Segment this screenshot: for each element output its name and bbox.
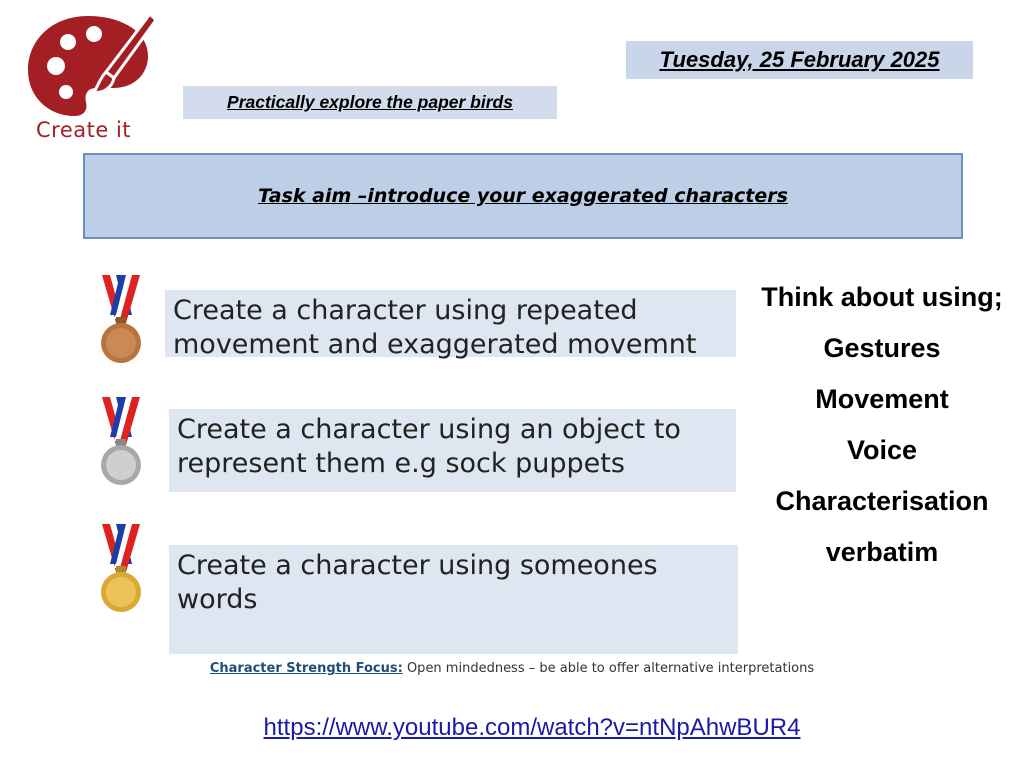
task-aim-box xyxy=(83,153,963,239)
think-about-heading: Think about using; xyxy=(761,282,1003,312)
silver-medal-icon xyxy=(96,395,146,487)
think-about-list xyxy=(760,280,1004,586)
task-gold: Create a character using someones words xyxy=(169,545,738,654)
gold-medal-icon xyxy=(96,522,146,614)
think-item-verbatim: verbatim xyxy=(825,537,939,567)
think-item-voice: Voice xyxy=(846,435,918,465)
think-item-characterisation: Characterisation xyxy=(775,486,989,516)
task-silver: Create a character using an object to represent them e.g sock puppets xyxy=(169,409,736,492)
think-item-movement: Movement xyxy=(815,384,949,414)
logo-text: Create it xyxy=(36,118,132,142)
character-strength-focus xyxy=(0,661,1024,676)
lesson-title-banner xyxy=(183,86,557,119)
youtube-link[interactable]: https://www.youtube.com/watch?v=ntNpAhwBUR4 xyxy=(263,714,801,741)
character-strength-text: Open mindedness – be able to offer alternative interpretations xyxy=(406,661,815,676)
think-item-gestures: Gestures xyxy=(823,333,941,363)
task-aim-text: Task aim –introduce your exaggerated characters xyxy=(258,185,788,207)
date-banner xyxy=(626,41,973,79)
task-bronze: Create a character using repeated movement and exaggerated movemnt xyxy=(165,290,736,357)
character-strength-label: Character Strength Focus: xyxy=(209,661,403,676)
lesson-title: Practically explore the paper birds xyxy=(227,92,513,112)
bronze-medal-icon xyxy=(96,273,146,365)
date-text: Tuesday, 25 February 2025 xyxy=(659,47,940,72)
